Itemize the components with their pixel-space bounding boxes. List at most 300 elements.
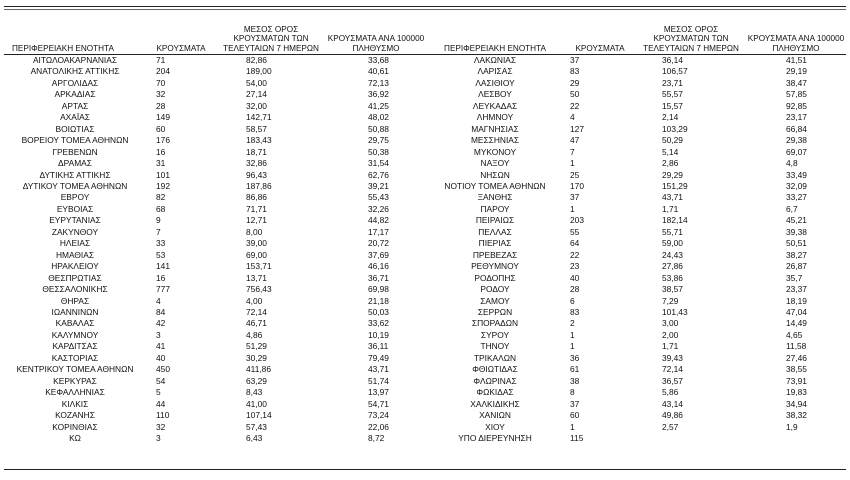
table-row — [4, 307, 846, 318]
left-avg7-cell: 18,71 — [246, 146, 267, 157]
top-rule — [4, 6, 846, 7]
right-per100k-cell: 35,7 — [786, 272, 803, 283]
left-cases-cell: 3 — [156, 329, 161, 340]
right-cases-cell: 1 — [570, 421, 575, 432]
left-avg7-cell: 57,43 — [246, 421, 267, 432]
right-region-cell: ΧΑΛΚΙΔΙΚΗΣ — [470, 398, 520, 409]
bottom-rule — [4, 469, 846, 470]
right-region-cell: ΛΗΜΝΟΥ — [476, 112, 514, 123]
right-region-cell: ΛΕΣΒΟΥ — [478, 89, 512, 100]
right-avg7-cell: 55,71 — [662, 226, 683, 237]
left-cases-cell: 9 — [156, 215, 161, 226]
left-cases-cell: 40 — [156, 352, 166, 363]
left-cases-cell: 110 — [156, 410, 170, 421]
right-cases-cell: 115 — [570, 432, 584, 443]
left-per100k-cell: 39,21 — [368, 180, 389, 191]
right-cases-cell: 23 — [570, 261, 580, 272]
right-avg7-cell: 5,14 — [662, 146, 679, 157]
table-row — [4, 261, 846, 272]
table-row — [4, 181, 846, 192]
table-row — [4, 101, 846, 112]
left-cases-cell: 777 — [156, 284, 170, 295]
table-row — [4, 273, 846, 284]
header-per100k-right: ΚΡΟΥΣΜΑΤΑ ΑΝΑ 100000 ΠΛΗΘΥΣΜΟ — [746, 22, 846, 55]
left-cases-cell: 4 — [156, 295, 161, 306]
table-row — [4, 250, 846, 261]
table-row — [4, 410, 846, 421]
left-region-cell: ΒΟΡΕΙΟΥ ΤΟΜΕΑ ΑΘΗΝΩΝ — [21, 135, 129, 146]
right-avg7-cell: 36,57 — [662, 375, 683, 386]
right-per100k-cell: 33,27 — [786, 192, 807, 203]
table-row — [4, 215, 846, 226]
left-region-cell: ΗΜΑΘΙΑΣ — [55, 249, 95, 260]
right-per100k-cell: 1,9 — [786, 421, 798, 432]
table-row — [4, 376, 846, 387]
left-avg7-cell: 82,86 — [246, 55, 267, 65]
right-avg7-cell: 72,14 — [662, 364, 683, 375]
table-row — [4, 364, 846, 375]
left-region-cell: ΑΡΤΑΣ — [61, 100, 89, 111]
left-region-cell: ΔΡΑΜΑΣ — [58, 158, 92, 169]
table-row — [4, 330, 846, 341]
right-cases-cell: 83 — [570, 66, 580, 77]
left-avg7-cell: 32,86 — [246, 158, 267, 169]
right-region-cell: ΛΕΥΚΑΔΑΣ — [472, 100, 518, 111]
right-region-cell: ΦΛΩΡΙΝΑΣ — [473, 375, 517, 386]
left-region-cell: ΚΑΛΥΜΝΟΥ — [51, 329, 99, 340]
table-row — [4, 55, 846, 67]
right-region-cell: ΛΑΡΙΣΑΣ — [477, 66, 513, 77]
right-region-cell: ΝΗΣΩΝ — [480, 169, 510, 180]
right-region-cell: ΧΑΝΙΩΝ — [479, 410, 511, 421]
right-cases-cell: 47 — [570, 135, 580, 146]
right-cases-cell: 36 — [570, 352, 580, 363]
table-row — [4, 66, 846, 77]
right-region-cell: ΛΑΚΩΝΙΑΣ — [473, 55, 517, 65]
left-cases-cell: 16 — [156, 146, 166, 157]
table-row — [4, 158, 846, 169]
left-per100k-cell: 46,16 — [368, 261, 389, 272]
left-region-cell: ΕΒΡΟΥ — [60, 192, 90, 203]
right-avg7-cell: 2,00 — [662, 329, 679, 340]
left-per100k-cell: 44,82 — [368, 215, 389, 226]
left-region-cell: ΙΩΑΝΝΙΝΩΝ — [51, 306, 99, 317]
left-per100k-cell: 36,11 — [368, 341, 389, 352]
table-row — [4, 422, 846, 433]
right-per100k-cell: 73,91 — [786, 375, 807, 386]
table-row — [4, 399, 846, 410]
left-region-cell: ΚΩ — [69, 432, 81, 443]
table-row — [4, 124, 846, 135]
right-avg7-cell: 50,29 — [662, 135, 683, 146]
right-per100k-cell: 38,47 — [786, 77, 807, 88]
header-region-left: ΠΕΡΙΦΕΡΕΙΑΚΗ ΕΝΟΤΗΤΑ — [4, 22, 146, 55]
right-region-cell: ΥΠΟ ΔΙΕΡΕΥΝΗΣΗ — [458, 432, 532, 443]
left-cases-cell: 31 — [156, 158, 166, 169]
right-cases-cell: 2 — [570, 318, 575, 329]
right-avg7-cell: 103,29 — [662, 123, 688, 134]
top-rule-secondary — [4, 9, 846, 10]
right-region-cell: ΝΑΞΟΥ — [480, 158, 510, 169]
right-cases-cell: 4 — [570, 112, 575, 123]
right-per100k-cell: 38,27 — [786, 249, 807, 260]
table-row — [4, 135, 846, 146]
right-cases-cell: 6 — [570, 295, 575, 306]
right-avg7-cell: 2,86 — [662, 158, 679, 169]
right-region-cell: ΠΕΙΡΑΙΩΣ — [475, 215, 515, 226]
right-region-cell: ΡΟΔΟΠΗΣ — [474, 272, 516, 283]
left-cases-cell: 5 — [156, 387, 161, 398]
left-avg7-cell: 46,71 — [246, 318, 267, 329]
right-per100k-cell: 66,84 — [786, 123, 807, 134]
left-avg7-cell: 27,14 — [246, 89, 267, 100]
left-per100k-cell: 13,97 — [368, 387, 389, 398]
right-cases-cell: 40 — [570, 272, 580, 283]
left-avg7-cell: 54,00 — [246, 77, 267, 88]
left-region-cell: ΚΟΡΙΝΘΙΑΣ — [52, 421, 98, 432]
right-avg7-cell: 15,57 — [662, 100, 683, 111]
left-per100k-cell: 8,72 — [368, 432, 385, 443]
left-cases-cell: 53 — [156, 249, 166, 260]
table-row — [4, 238, 846, 249]
left-per100k-cell: 79,49 — [368, 352, 389, 363]
header-avg7-right: ΜΕΣΟΣ ΟΡΟΣ ΚΡΟΥΣΜΑΤΩΝ ΤΩΝ ΤΕΛΕΥΤΑΙΩΝ 7 ΗΜΕΡΩΝ — [636, 22, 746, 55]
left-region-cell: ΚΑΣΤΟΡΙΑΣ — [51, 352, 99, 363]
right-avg7-cell: 59,00 — [662, 238, 683, 249]
left-cases-cell: 33 — [156, 238, 166, 249]
right-per100k-cell: 4,65 — [786, 329, 803, 340]
left-per100k-cell: 43,71 — [368, 364, 389, 375]
right-cases-cell: 55 — [570, 226, 580, 237]
left-per100k-cell: 40,61 — [368, 66, 389, 77]
right-per100k-cell: 45,21 — [786, 215, 807, 226]
left-avg7-cell: 6,43 — [246, 432, 263, 443]
right-per100k-cell: 23,37 — [786, 284, 807, 295]
right-region-cell: ΞΑΝΘΗΣ — [477, 192, 513, 203]
right-region-cell: ΦΩΚΙΔΑΣ — [476, 387, 514, 398]
left-avg7-cell: 411,86 — [246, 364, 271, 375]
right-avg7-cell: 2,14 — [662, 112, 679, 123]
table-row — [4, 147, 846, 158]
left-region-cell: ΑΡΚΑΔΙΑΣ — [54, 89, 96, 100]
right-per100k-cell: 69,07 — [786, 146, 807, 157]
right-avg7-cell: 106,57 — [662, 66, 688, 77]
right-cases-cell: 64 — [570, 238, 580, 249]
table-row — [4, 89, 846, 100]
left-cases-cell: 84 — [156, 306, 166, 317]
right-per100k-cell: 27,46 — [786, 352, 807, 363]
right-per100k-cell: 19,83 — [786, 387, 807, 398]
table-row — [4, 341, 846, 352]
left-region-cell: ΚΕΡΚΥΡΑΣ — [53, 375, 97, 386]
header-region-right: ΠΕΡΙΦΕΡΕΙΑΚΗ ΕΝΟΤΗΤΑ — [426, 22, 564, 55]
right-cases-cell: 22 — [570, 249, 580, 260]
left-avg7-cell: 41,00 — [246, 398, 267, 409]
left-region-cell: ΑΧΑΪΑΣ — [60, 112, 90, 123]
right-region-cell: ΠΕΛΛΑΣ — [478, 226, 512, 237]
right-cases-cell: 37 — [570, 192, 580, 203]
left-avg7-cell: 58,57 — [246, 123, 267, 134]
left-per100k-cell: 55,43 — [368, 192, 389, 203]
table-row — [4, 387, 846, 398]
right-avg7-cell: 38,57 — [662, 284, 683, 295]
left-region-cell: ΖΑΚΥΝΘΟΥ — [51, 226, 99, 237]
right-avg7-cell: 1,71 — [662, 341, 679, 352]
left-avg7-cell: 142,71 — [246, 112, 272, 123]
right-cases-cell: 37 — [570, 55, 580, 65]
table-row — [4, 284, 846, 295]
left-cases-cell: 42 — [156, 318, 166, 329]
right-per100k-cell: 33,49 — [786, 169, 807, 180]
left-cases-cell: 68 — [156, 203, 166, 214]
right-cases-cell: 8 — [570, 387, 575, 398]
right-region-cell: ΠΑΡΟΥ — [480, 203, 510, 214]
right-avg7-cell: 5,86 — [662, 387, 679, 398]
right-cases-cell: 61 — [570, 364, 580, 375]
right-avg7-cell: 7,29 — [662, 295, 679, 306]
right-per100k-cell: 26,87 — [786, 261, 807, 272]
right-region-cell: ΜΥΚΟΝΟΥ — [473, 146, 517, 157]
left-cases-cell: 41 — [156, 341, 166, 352]
left-region-cell: ΗΛΕΙΑΣ — [59, 238, 91, 249]
right-per100k-cell: 32,09 — [786, 180, 807, 191]
right-region-cell: ΡΟΔΟΥ — [480, 284, 510, 295]
cases-table — [4, 22, 846, 444]
left-cases-cell: 54 — [156, 375, 166, 386]
left-per100k-cell: 41,25 — [368, 100, 389, 111]
right-avg7-cell: 39,43 — [662, 352, 683, 363]
left-per100k-cell: 50,88 — [368, 123, 389, 134]
table-row — [4, 112, 846, 123]
left-region-cell: ΚΟΖΑΝΗΣ — [55, 410, 95, 421]
right-region-cell: ΣΕΡΡΩΝ — [477, 306, 513, 317]
right-cases-cell: 1 — [570, 203, 575, 214]
right-avg7-cell: 23,71 — [662, 77, 683, 88]
right-per100k-cell: 57,85 — [786, 89, 807, 100]
right-cases-cell: 60 — [570, 410, 580, 421]
left-per100k-cell: 29,75 — [368, 135, 389, 146]
left-per100k-cell: 32,26 — [368, 203, 389, 214]
left-per100k-cell: 50,38 — [368, 146, 389, 157]
right-per100k-cell: 39,38 — [786, 226, 807, 237]
right-region-cell: ΦΘΙΩΤΙΔΑΣ — [472, 364, 518, 375]
right-per100k-cell: 14,49 — [786, 318, 807, 329]
left-region-cell: ΔΥΤΙΚΟΥ ΤΟΜΕΑ ΑΘΗΝΩΝ — [22, 180, 128, 191]
right-region-cell: ΡΕΘΥΜΝΟΥ — [471, 261, 519, 272]
left-region-cell: ΘΕΣΠΡΩΤΙΑΣ — [48, 272, 102, 283]
left-region-cell: ΘΕΣΣΑΛΟΝΙΚΗΣ — [42, 284, 108, 295]
left-per100k-cell: 54,71 — [368, 398, 389, 409]
left-avg7-cell: 63,29 — [246, 375, 267, 386]
table-row — [4, 204, 846, 215]
left-avg7-cell: 183,43 — [246, 135, 272, 146]
left-per100k-cell: 73,24 — [368, 410, 389, 421]
left-cases-cell: 32 — [156, 89, 166, 100]
right-avg7-cell: 24,43 — [662, 249, 683, 260]
left-per100k-cell: 36,71 — [368, 272, 389, 283]
right-cases-cell: 22 — [570, 100, 580, 111]
left-region-cell: ΗΡΑΚΛΕΙΟΥ — [51, 261, 99, 272]
right-region-cell: ΣΠΟΡΑΔΩΝ — [471, 318, 519, 329]
left-region-cell: ΒΟΙΩΤΙΑΣ — [55, 123, 95, 134]
left-region-cell: ΔΥΤΙΚΗΣ ΑΤΤΙΚΗΣ — [39, 169, 111, 180]
right-cases-cell: 29 — [570, 77, 580, 88]
left-region-cell: ΚΙΛΚΙΣ — [61, 398, 89, 409]
left-avg7-cell: 189,00 — [246, 66, 272, 77]
right-per100k-cell: 23,17 — [786, 112, 807, 123]
right-cases-cell: 203 — [570, 215, 584, 226]
right-per100k-cell: 34,94 — [786, 398, 807, 409]
right-per100k-cell: 18,19 — [786, 295, 807, 306]
right-region-cell: ΝΟΤΙΟΥ ΤΟΜΕΑ ΑΘΗΝΩΝ — [444, 180, 546, 191]
left-cases-cell: 141 — [156, 261, 170, 272]
left-cases-cell: 71 — [156, 55, 166, 65]
right-cases-cell: 1 — [570, 158, 575, 169]
table-row — [4, 192, 846, 203]
left-avg7-cell: 187,86 — [246, 180, 272, 191]
left-avg7-cell: 69,00 — [246, 249, 267, 260]
right-cases-cell: 1 — [570, 329, 575, 340]
right-cases-cell: 28 — [570, 284, 580, 295]
right-region-cell: ΜΑΓΝΗΣΙΑΣ — [471, 123, 519, 134]
left-per100k-cell: 50,03 — [368, 306, 389, 317]
left-region-cell: ΑΙΤΩΛΟΑΚΑΡΝΑΝΙΑΣ — [32, 55, 118, 65]
left-avg7-cell: 8,00 — [246, 226, 263, 237]
left-cases-cell: 28 — [156, 100, 166, 111]
right-cases-cell: 50 — [570, 89, 580, 100]
left-cases-cell: 82 — [156, 192, 166, 203]
left-per100k-cell: 17,17 — [368, 226, 389, 237]
left-per100k-cell: 20,72 — [368, 238, 389, 249]
left-cases-cell: 450 — [156, 364, 170, 375]
left-cases-cell: 192 — [156, 180, 170, 191]
right-per100k-cell — [746, 433, 846, 444]
right-per100k-cell: 38,55 — [786, 364, 807, 375]
left-cases-cell: 16 — [156, 272, 166, 283]
left-cases-cell: 7 — [156, 226, 161, 237]
table-row — [4, 78, 846, 89]
left-cases-cell: 70 — [156, 77, 166, 88]
left-per100k-cell: 72,13 — [368, 77, 389, 88]
left-avg7-cell: 13,71 — [246, 272, 267, 283]
left-region-cell: ΑΝΑΤΟΛΙΚΗΣ ΑΤΤΙΚΗΣ — [30, 66, 120, 77]
right-avg7-cell: 43,14 — [662, 398, 683, 409]
right-avg7-cell: 151,29 — [662, 180, 688, 191]
left-avg7-cell: 153,71 — [246, 261, 272, 272]
left-cases-cell: 101 — [156, 169, 170, 180]
right-cases-cell: 25 — [570, 169, 580, 180]
right-per100k-cell: 92,85 — [786, 100, 807, 111]
right-avg7-cell: 27,86 — [662, 261, 683, 272]
right-per100k-cell: 50,51 — [786, 238, 807, 249]
left-per100k-cell: 51,74 — [368, 375, 389, 386]
right-per100k-cell: 38,32 — [786, 410, 807, 421]
left-per100k-cell: 22,06 — [368, 421, 389, 432]
table-row — [4, 433, 846, 444]
left-region-cell: ΕΥΒΟΙΑΣ — [56, 203, 94, 214]
left-per100k-cell: 33,68 — [368, 55, 389, 65]
left-avg7-cell: 12,71 — [246, 215, 267, 226]
right-per100k-cell: 4,8 — [786, 158, 798, 169]
header-avg7-left: ΜΕΣΟΣ ΟΡΟΣ ΚΡΟΥΣΜΑΤΩΝ ΤΩΝ ΤΕΛΕΥΤΑΙΩΝ 7 ΗΜΕΡΩΝ — [216, 22, 326, 55]
left-avg7-cell: 71,71 — [246, 203, 267, 214]
right-cases-cell: 170 — [570, 180, 584, 191]
left-avg7-cell: 51,29 — [246, 341, 267, 352]
right-cases-cell: 7 — [570, 146, 575, 157]
left-region-cell: ΘΗΡΑΣ — [60, 295, 90, 306]
right-region-cell: ΣΥΡΟΥ — [480, 329, 510, 340]
left-avg7-cell: 39,00 — [246, 238, 267, 249]
left-avg7-cell: 86,86 — [246, 192, 267, 203]
right-per100k-cell: 41,51 — [786, 55, 807, 65]
left-avg7-cell: 8,43 — [246, 387, 263, 398]
right-avg7-cell: 36,14 — [662, 55, 683, 65]
right-region-cell: ΛΑΣΙΘΙΟΥ — [475, 77, 515, 88]
right-avg7-cell: 1,71 — [662, 203, 679, 214]
left-cases-cell: 32 — [156, 421, 166, 432]
right-region-cell: ΤΡΙΚΑΛΩΝ — [473, 352, 517, 363]
table-row — [4, 318, 846, 329]
left-avg7-cell: 756,43 — [246, 284, 272, 295]
right-cases-cell: 1 — [570, 341, 575, 352]
left-per100k-cell: 48,02 — [368, 112, 389, 123]
table-row — [4, 170, 846, 181]
header-cases-left: ΚΡΟΥΣΜΑΤΑ — [146, 22, 216, 55]
left-cases-cell: 176 — [156, 135, 170, 146]
left-per100k-cell: 37,69 — [368, 249, 389, 260]
right-cases-cell: 37 — [570, 398, 580, 409]
left-avg7-cell: 32,00 — [246, 100, 267, 111]
left-region-cell: ΚΑΡΔΙΤΣΑΣ — [52, 341, 98, 352]
right-avg7-cell: 101,43 — [662, 306, 688, 317]
right-per100k-cell: 6,7 — [786, 203, 798, 214]
right-avg7-cell: 53,86 — [662, 272, 683, 283]
left-cases-cell: 204 — [156, 66, 170, 77]
left-cases-cell: 3 — [156, 432, 161, 443]
left-cases-cell: 149 — [156, 112, 170, 123]
left-cases-cell: 44 — [156, 398, 166, 409]
left-avg7-cell: 30,29 — [246, 352, 267, 363]
right-cases-cell: 83 — [570, 306, 580, 317]
left-per100k-cell: 10,19 — [368, 329, 389, 340]
right-per100k-cell: 11,58 — [786, 341, 807, 352]
left-region-cell: ΚΕΝΤΡΙΚΟΥ ΤΟΜΕΑ ΑΘΗΝΩΝ — [16, 364, 134, 375]
left-per100k-cell: 36,92 — [368, 89, 389, 100]
left-cases-cell: 60 — [156, 123, 166, 134]
right-avg7-cell: 55,57 — [662, 89, 683, 100]
left-avg7-cell: 72,14 — [246, 306, 267, 317]
left-per100k-cell: 33,62 — [368, 318, 389, 329]
right-region-cell: ΠΙΕΡΙΑΣ — [478, 238, 512, 249]
left-avg7-cell: 4,86 — [246, 329, 263, 340]
header-per100k-left: ΚΡΟΥΣΜΑΤΑ ΑΝΑ 100000 ΠΛΗΘΥΣΜΟ — [326, 22, 426, 55]
right-per100k-cell: 29,38 — [786, 135, 807, 146]
right-avg7-cell: 29,29 — [662, 169, 683, 180]
right-cases-cell: 127 — [570, 123, 584, 134]
left-region-cell: ΚΕΦΑΛΛΗΝΙΑΣ — [45, 387, 105, 398]
right-cases-cell: 38 — [570, 375, 580, 386]
right-region-cell: ΣΑΜΟΥ — [480, 295, 510, 306]
table-row — [4, 296, 846, 307]
left-per100k-cell: 62,76 — [368, 169, 389, 180]
right-avg7-cell — [636, 433, 746, 444]
right-avg7-cell: 3,00 — [662, 318, 679, 329]
left-avg7-cell: 107,14 — [246, 410, 272, 421]
header-row — [4, 22, 846, 55]
left-region-cell: ΚΑΒΑΛΑΣ — [55, 318, 95, 329]
left-avg7-cell: 96,43 — [246, 169, 267, 180]
right-avg7-cell: 49,86 — [662, 410, 683, 421]
